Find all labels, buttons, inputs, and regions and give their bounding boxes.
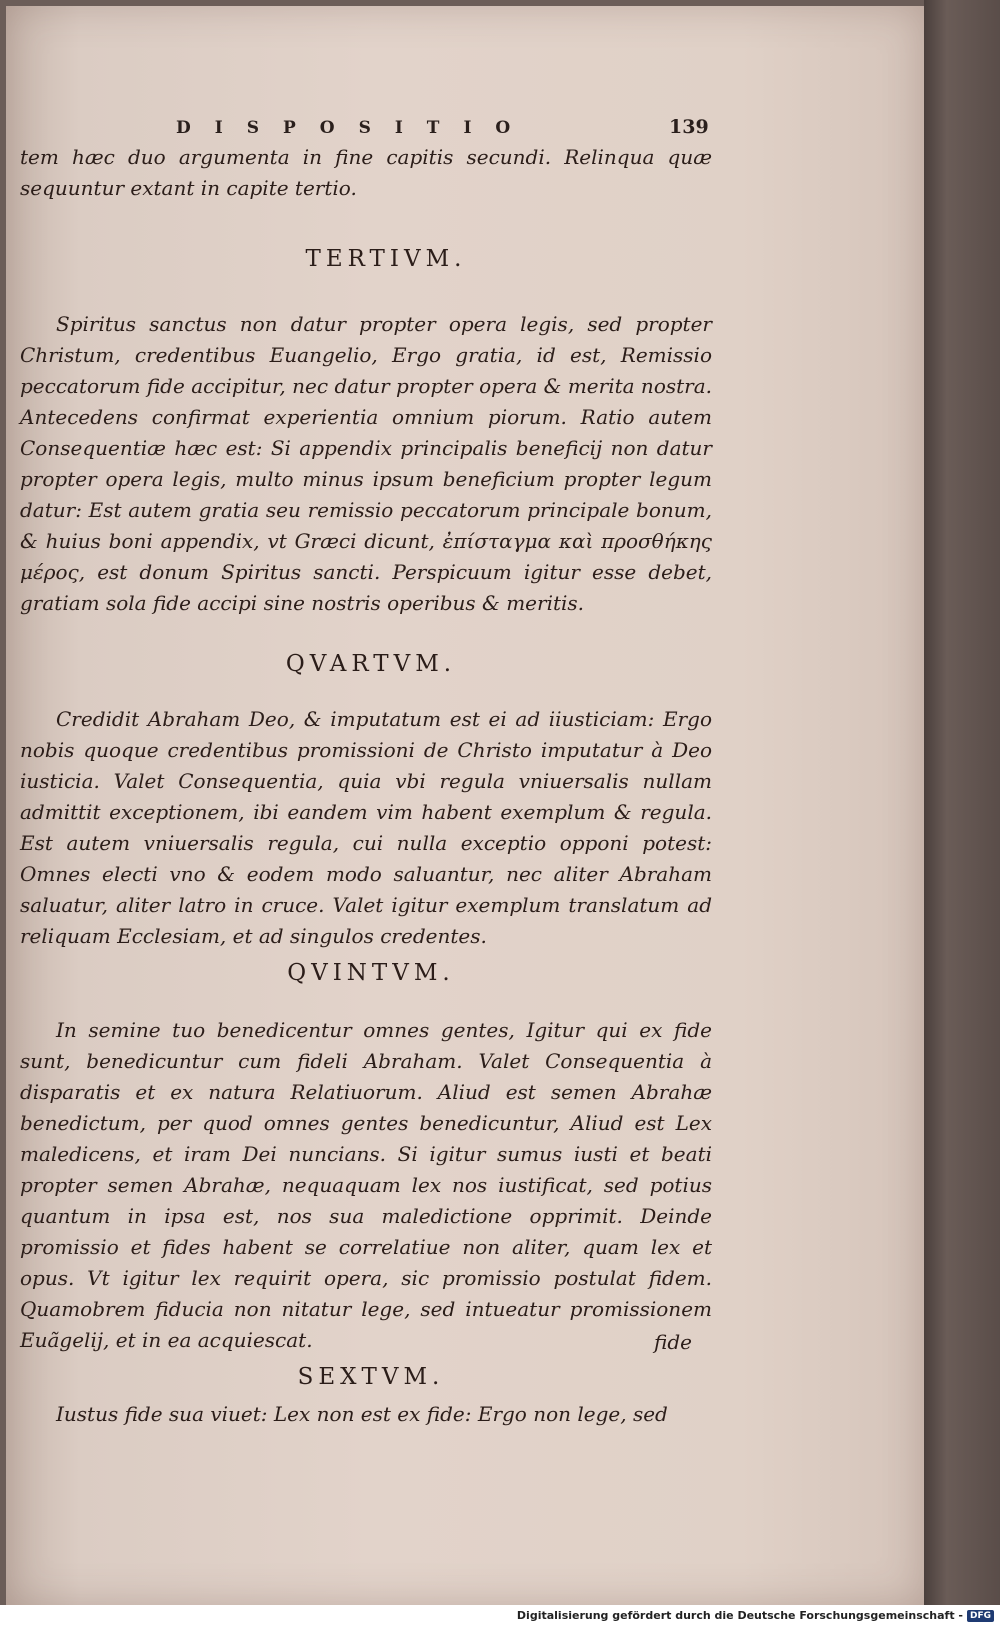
running-head: DISPOSITIO <box>176 118 535 138</box>
section-heading-tertium: TERTIVM. <box>305 246 467 272</box>
page-number: 139 <box>669 116 709 138</box>
section-text-quartum: Credidit Abraham Deo, & imputatum est ei ad iiusticiam: Ergo nobis quoque credentibus promissioni de Christo imputatur à Deo iusticia. Valet Consequentia, quia vbi regula vniuersalis nullam admittit exceptionem, ibi eandem vim habent exemplum & regula. Est autem vniuersalis regula, cui nulla exceptio opponi potest: Omnes electi vno & eodem modo saluantur, nec aliter Abraham saluatur, aliter latro in cruce. Valet igitur exemplum translatum ad reliquam Ecclesiam, et ad singulos credentes. <box>20 707 712 948</box>
section-heading-sextum: SEXTVM. <box>297 1364 445 1390</box>
text-block <box>20 142 712 1430</box>
page-edge <box>924 0 1000 1605</box>
section-text-quintum: In semine tuo benedicentur omnes gentes, Igitur qui ex fide sunt, benedicuntur cum fideli Abraham. Valet Consequentia à disparatis et ex natura Relatiuorum. Aliud est semen Abrahæ benedictum, per quod omnes gentes benedicuntur, Aliud est Lex maledicens, et iram Dei nuncians. Si igitur sumus iusti et beati propter semen Abrahæ, nequaquam lex nos iustificat, sed potius quantum in ipsa est, nos sua maledictione opprimit. Deinde promissio et fides habent se correlatiue non aliter, quam lex et opus. Vt igitur lex requirit opera, sic promissio postulat fidem. Quamobrem fiducia non nitatur lege, sed intueatur promissionem Euãgelij, et in ea acquiescat. <box>20 1018 712 1352</box>
opening-paragraph: tem hæc duo argumenta in fine capitis secundi. Relinqua quæ sequuntur extant in capite tertio. <box>20 145 712 200</box>
section-text-tertium: Spiritus sanctus non datur propter opera legis, sed propter Christum, credentibus Euangelio, Ergo gratia, id est, Remissio peccatorum fide accipitur, nec datur propter opera & merita nostra. Antecedens confirmat experientia omnium piorum. Ratio autem Consequentiæ hæc est: Si appendix principalis beneficij non datur propter opera legis, multo minus ipsum beneficium propter legum datur: Est autem gratia seu remissio peccatorum principale bonum, & huius boni appendix, vt Græci dicunt, ἐπίσταγμα καὶ προσθήκης μέρος, est donum Spiritus sancti. Perspicuum igitur esse debet, gratiam sola fide accipi sine nostris operibus & meritis. <box>20 312 712 615</box>
catchword: fide <box>654 1330 692 1354</box>
digitization-credit <box>517 1609 994 1622</box>
section-heading-quintum: QVINTVM. <box>287 960 455 986</box>
dfg-logo: DFG <box>967 1610 994 1622</box>
section-text-sextum: Iustus fide sua viuet: Lex non est ex fide: Ergo non lege, sed <box>56 1402 668 1426</box>
book-page <box>6 6 924 1605</box>
section-heading-quartum: QVARTVM. <box>285 651 457 677</box>
credit-text: Digitalisierung gefördert durch die Deutsche Forschungsgemeinschaft - <box>516 1609 963 1622</box>
